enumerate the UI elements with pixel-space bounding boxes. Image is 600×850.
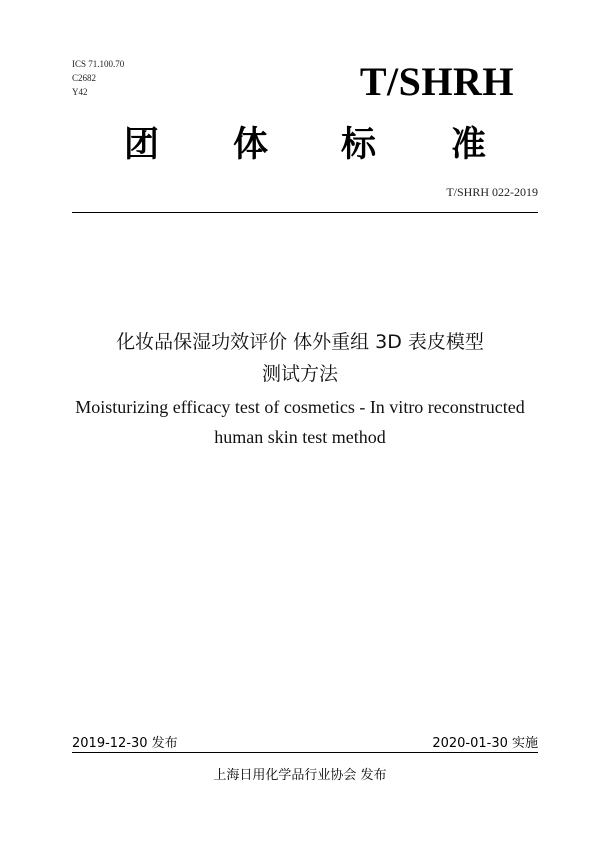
- english-title-line-2: human skin test method: [214, 427, 386, 447]
- footer-divider: [72, 752, 538, 753]
- chinese-title-line-1: 化妆品保湿功效评价 体外重组 3D 表皮模型: [116, 331, 484, 353]
- ccs-code: C2682: [72, 73, 97, 83]
- standard-type-char: 体: [233, 125, 269, 165]
- header-divider: [72, 212, 538, 213]
- publisher: 上海日用化学品行业协会 发布: [213, 768, 387, 783]
- standard-type-char: 准: [451, 125, 487, 165]
- implementation-date: 2020-01-30 实施: [432, 736, 538, 751]
- category-code: Y42: [72, 87, 88, 97]
- organization-code: T/SHRH: [359, 59, 514, 104]
- standard-type-char: 标: [341, 125, 377, 165]
- chinese-title-line-2: 测试方法: [261, 363, 338, 385]
- issue-date: 2019-12-30 发布: [72, 736, 178, 751]
- standard-type-char: 团: [124, 125, 160, 165]
- english-title-line-1: Moisturizing efficacy test of cosmetics - In vitro reconstructed: [75, 397, 525, 417]
- ics-code: ICS 71.100.70: [72, 59, 125, 69]
- standard-number: T/SHRH 022-2019: [446, 185, 538, 199]
